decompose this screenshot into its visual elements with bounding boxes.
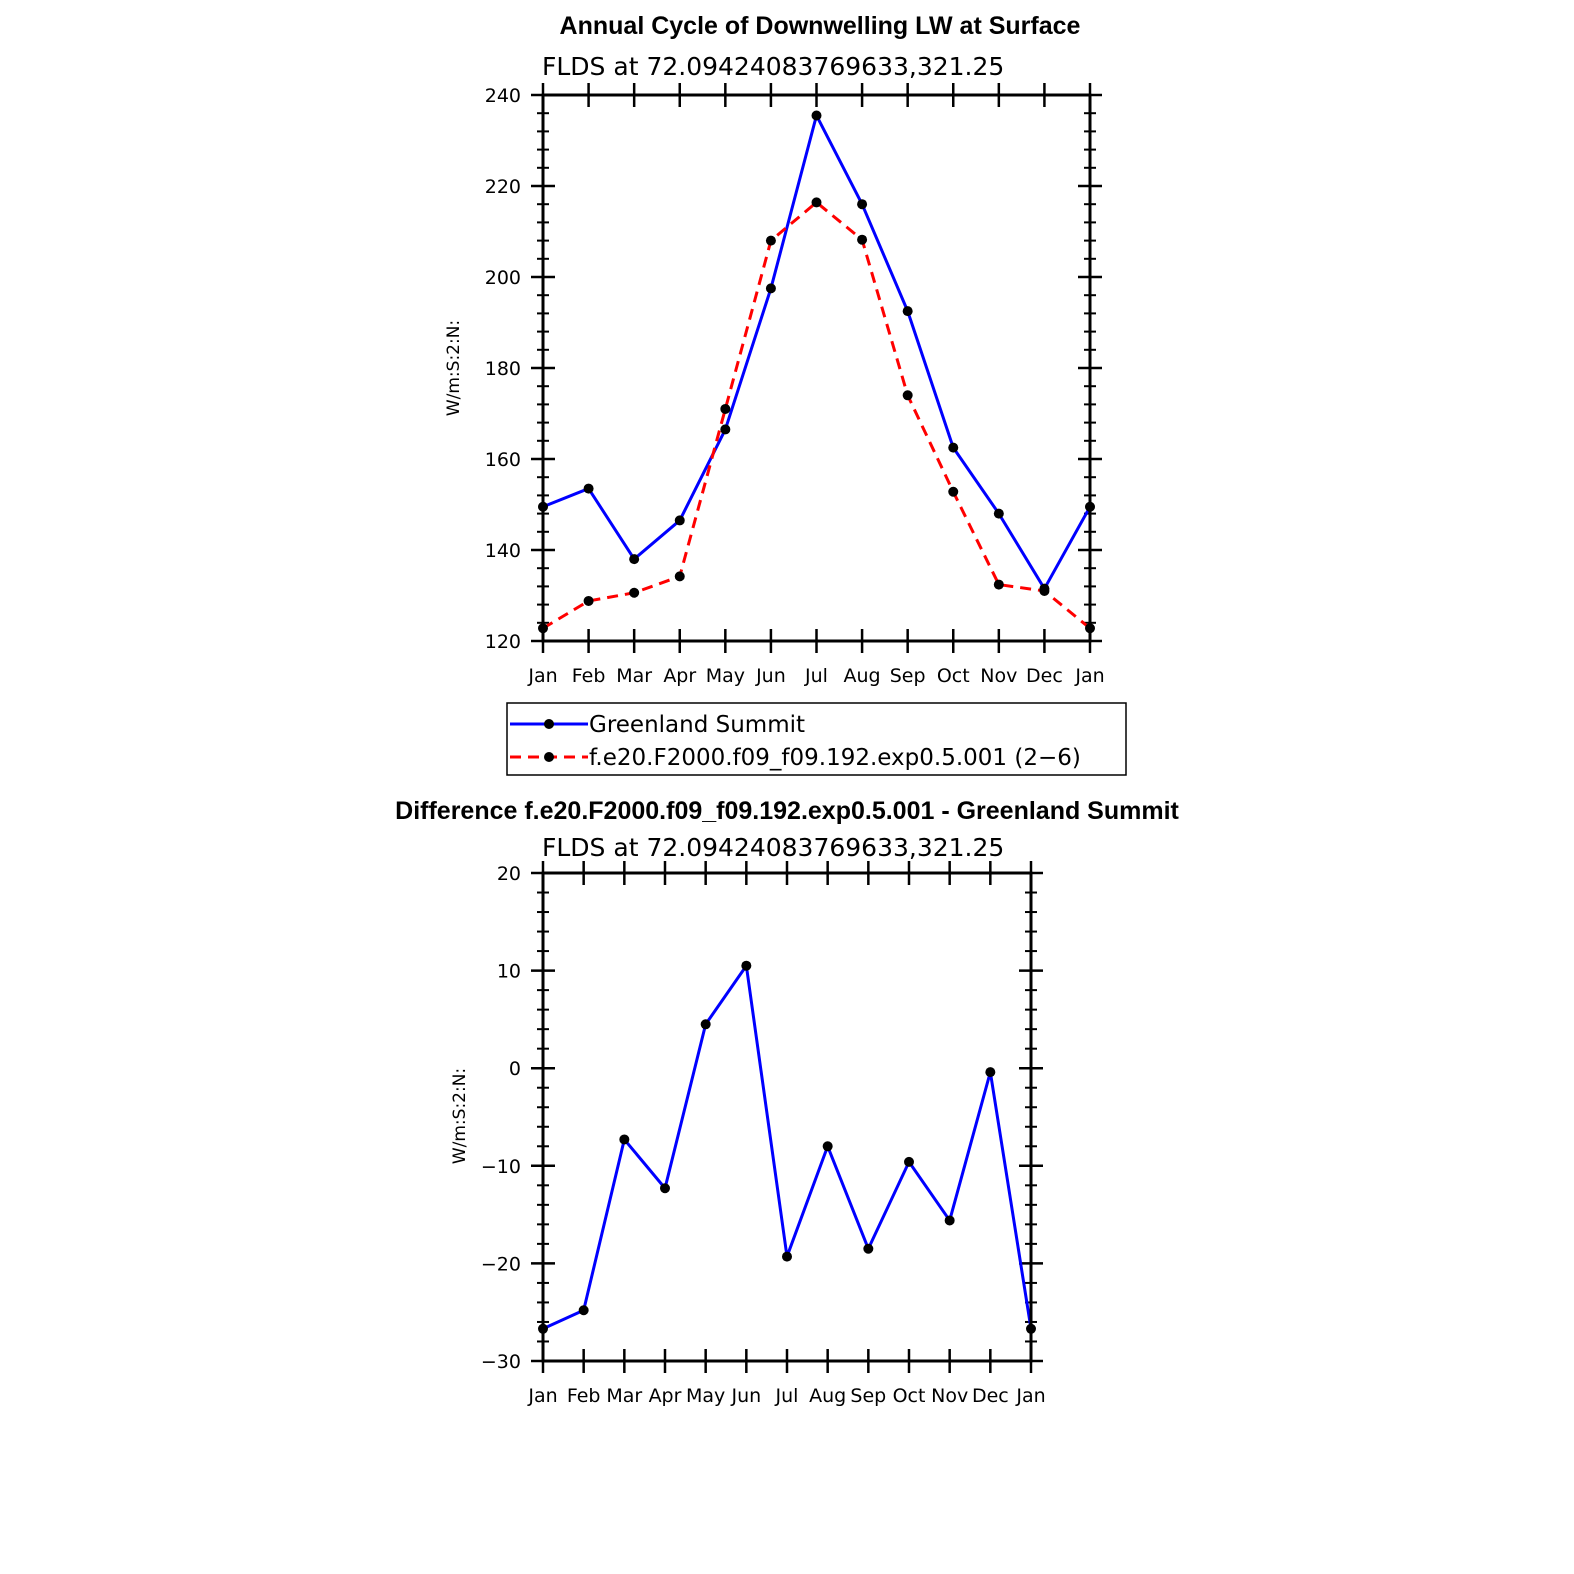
data-point bbox=[584, 596, 594, 606]
x-tick-label: Oct bbox=[936, 665, 970, 687]
x-tick-label: Nov bbox=[931, 1385, 969, 1407]
data-point bbox=[675, 515, 685, 525]
data-point bbox=[857, 199, 867, 209]
x-tick-label: Jan bbox=[528, 665, 558, 687]
x-tick-label: Mar bbox=[606, 1385, 643, 1407]
x-tick-label: Dec bbox=[1026, 665, 1063, 687]
data-point bbox=[782, 1252, 792, 1262]
x-tick-label: Nov bbox=[980, 665, 1018, 687]
difference-chart bbox=[395, 797, 1179, 1407]
data-point bbox=[903, 390, 913, 400]
plot-frame bbox=[543, 95, 1090, 641]
x-tick-label: May bbox=[705, 665, 745, 687]
data-point bbox=[994, 509, 1004, 519]
plot-frame bbox=[543, 873, 1031, 1361]
y-tick-labels bbox=[481, 863, 521, 1373]
data-point bbox=[994, 580, 1004, 590]
data-point bbox=[629, 588, 639, 598]
data-point bbox=[812, 197, 822, 207]
x-tick-label: Sep bbox=[850, 1385, 887, 1407]
legend-label-model: f.e20.F2000.f09_f09.192.exp0.5.001 (2−6) bbox=[589, 745, 1081, 771]
series-lines bbox=[538, 961, 1036, 1334]
x-tick-label: Dec bbox=[971, 1385, 1009, 1407]
series-line-1 bbox=[543, 202, 1090, 628]
y-tick-label: 180 bbox=[484, 358, 521, 380]
data-point bbox=[948, 443, 958, 453]
data-point bbox=[1039, 586, 1049, 596]
chart-title: Difference f.e20.F2000.f09_f09.192.exp0.5.001 - Greenland Summit bbox=[395, 797, 1179, 825]
y-tick-label: 220 bbox=[484, 176, 521, 198]
data-point bbox=[857, 235, 867, 245]
y-tick-label: 120 bbox=[484, 631, 521, 653]
x-tick-label: Jan bbox=[1016, 1385, 1046, 1407]
y-axis-label: W/m:S:2:N: bbox=[444, 319, 464, 417]
x-tick-labels bbox=[527, 665, 1104, 687]
legend bbox=[507, 703, 1126, 775]
data-point bbox=[945, 1215, 955, 1225]
x-tick-label: Oct bbox=[892, 1385, 926, 1407]
x-tick-label: Feb bbox=[566, 1385, 601, 1407]
x-tick-label: Mar bbox=[616, 665, 653, 687]
data-point bbox=[823, 1141, 833, 1151]
data-point bbox=[812, 110, 822, 120]
x-tick-label: Sep bbox=[889, 665, 926, 687]
x-tick-label: Jun bbox=[731, 1385, 762, 1407]
annual-cycle-chart bbox=[444, 12, 1126, 775]
data-point bbox=[985, 1067, 995, 1077]
legend-label-greenland-summit: Greenland Summit bbox=[589, 712, 806, 738]
y-tick-label: 10 bbox=[496, 960, 521, 983]
data-point bbox=[720, 404, 730, 414]
x-tick-label: Jan bbox=[1075, 665, 1105, 687]
x-tick-labels bbox=[527, 1385, 1045, 1407]
series-lines bbox=[538, 110, 1095, 633]
y-tick-label: −30 bbox=[480, 1351, 521, 1373]
axis-ticks bbox=[531, 861, 1043, 1373]
x-tick-label: Jun bbox=[756, 665, 786, 687]
data-point bbox=[863, 1244, 873, 1254]
y-tick-labels bbox=[485, 85, 521, 653]
x-tick-label: Apr bbox=[663, 665, 697, 687]
data-point bbox=[741, 961, 751, 971]
x-tick-label: Aug bbox=[843, 665, 881, 687]
y-tick-label: 200 bbox=[484, 267, 521, 289]
chart-subtitle: FLDS at 72.09424083769633,321.25 bbox=[542, 833, 1005, 862]
chart-subtitle: FLDS at 72.09424083769633,321.25 bbox=[542, 52, 1005, 81]
x-tick-label: Apr bbox=[648, 1385, 682, 1407]
data-point bbox=[904, 1157, 914, 1167]
series-line-0 bbox=[543, 966, 1031, 1329]
data-point bbox=[629, 554, 639, 564]
y-tick-label: 160 bbox=[484, 449, 521, 471]
data-point bbox=[766, 283, 776, 293]
axis-ticks bbox=[531, 83, 1102, 653]
y-tick-label: −20 bbox=[480, 1253, 521, 1276]
x-tick-label: May bbox=[686, 1385, 726, 1407]
x-tick-label: Jan bbox=[528, 1385, 558, 1407]
data-point bbox=[619, 1134, 629, 1144]
x-tick-label: Feb bbox=[571, 665, 606, 687]
data-point bbox=[701, 1019, 711, 1029]
x-tick-label: Jul bbox=[775, 1385, 799, 1407]
x-tick-label: Jul bbox=[805, 665, 828, 687]
x-tick-label: Aug bbox=[809, 1385, 847, 1407]
y-tick-label: −10 bbox=[480, 1155, 521, 1178]
legend-marker-greenland-summit bbox=[544, 719, 554, 729]
data-point bbox=[579, 1305, 589, 1315]
series-line-0 bbox=[543, 115, 1090, 588]
y-tick-label: 20 bbox=[496, 863, 521, 885]
data-point bbox=[660, 1183, 670, 1193]
chart-title: Annual Cycle of Downwelling LW at Surface bbox=[559, 12, 1081, 40]
data-point bbox=[720, 424, 730, 434]
data-point bbox=[584, 484, 594, 494]
y-axis-label: W/m:S:2:N: bbox=[450, 1067, 470, 1165]
data-point bbox=[675, 571, 685, 581]
y-tick-label: 240 bbox=[484, 85, 521, 107]
data-point bbox=[948, 487, 958, 497]
data-point bbox=[766, 236, 776, 246]
data-point bbox=[903, 306, 913, 316]
legend-marker-model bbox=[544, 752, 554, 762]
y-tick-label: 140 bbox=[484, 540, 521, 562]
y-tick-label: 0 bbox=[508, 1058, 521, 1081]
